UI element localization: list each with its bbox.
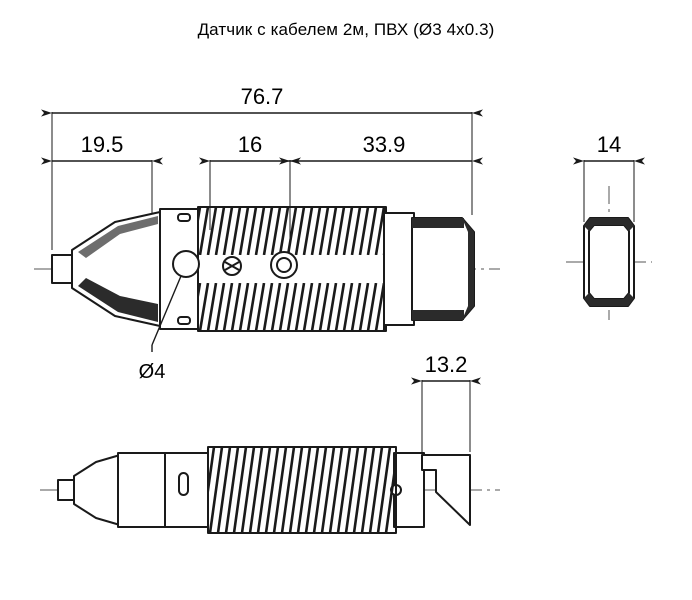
dimension-76-7-label: 76.7 <box>240 84 284 109</box>
dimension-19-5 <box>52 132 152 161</box>
dimension-14-label: 14 <box>596 132 622 157</box>
end-view <box>566 132 652 320</box>
dimension-19-5-label: 19.5 <box>80 132 124 157</box>
dimension-13-2 <box>422 352 470 381</box>
dimension-33-9 <box>290 132 472 161</box>
hole-d4 <box>173 251 199 277</box>
dimension-16 <box>210 132 290 161</box>
slot-detail <box>179 473 188 495</box>
dimension-76-7 <box>52 84 472 113</box>
main-side-view <box>34 84 500 383</box>
page-title: Датчик с кабелем 2м, ПВХ (Ø3 4х0.3) <box>197 20 495 39</box>
sensor-body-outline <box>52 207 474 331</box>
end-view-body <box>584 218 634 306</box>
dimension-13-2-label: 13.2 <box>424 352 468 377</box>
dimension-16-label: 16 <box>237 132 263 157</box>
bottom-view <box>40 352 500 533</box>
dimension-33-9-label: 33.9 <box>362 132 406 157</box>
dimension-d4-label: Ø4 <box>138 361 166 383</box>
dimension-14 <box>584 132 634 161</box>
extension-lines-bracket <box>422 380 470 452</box>
